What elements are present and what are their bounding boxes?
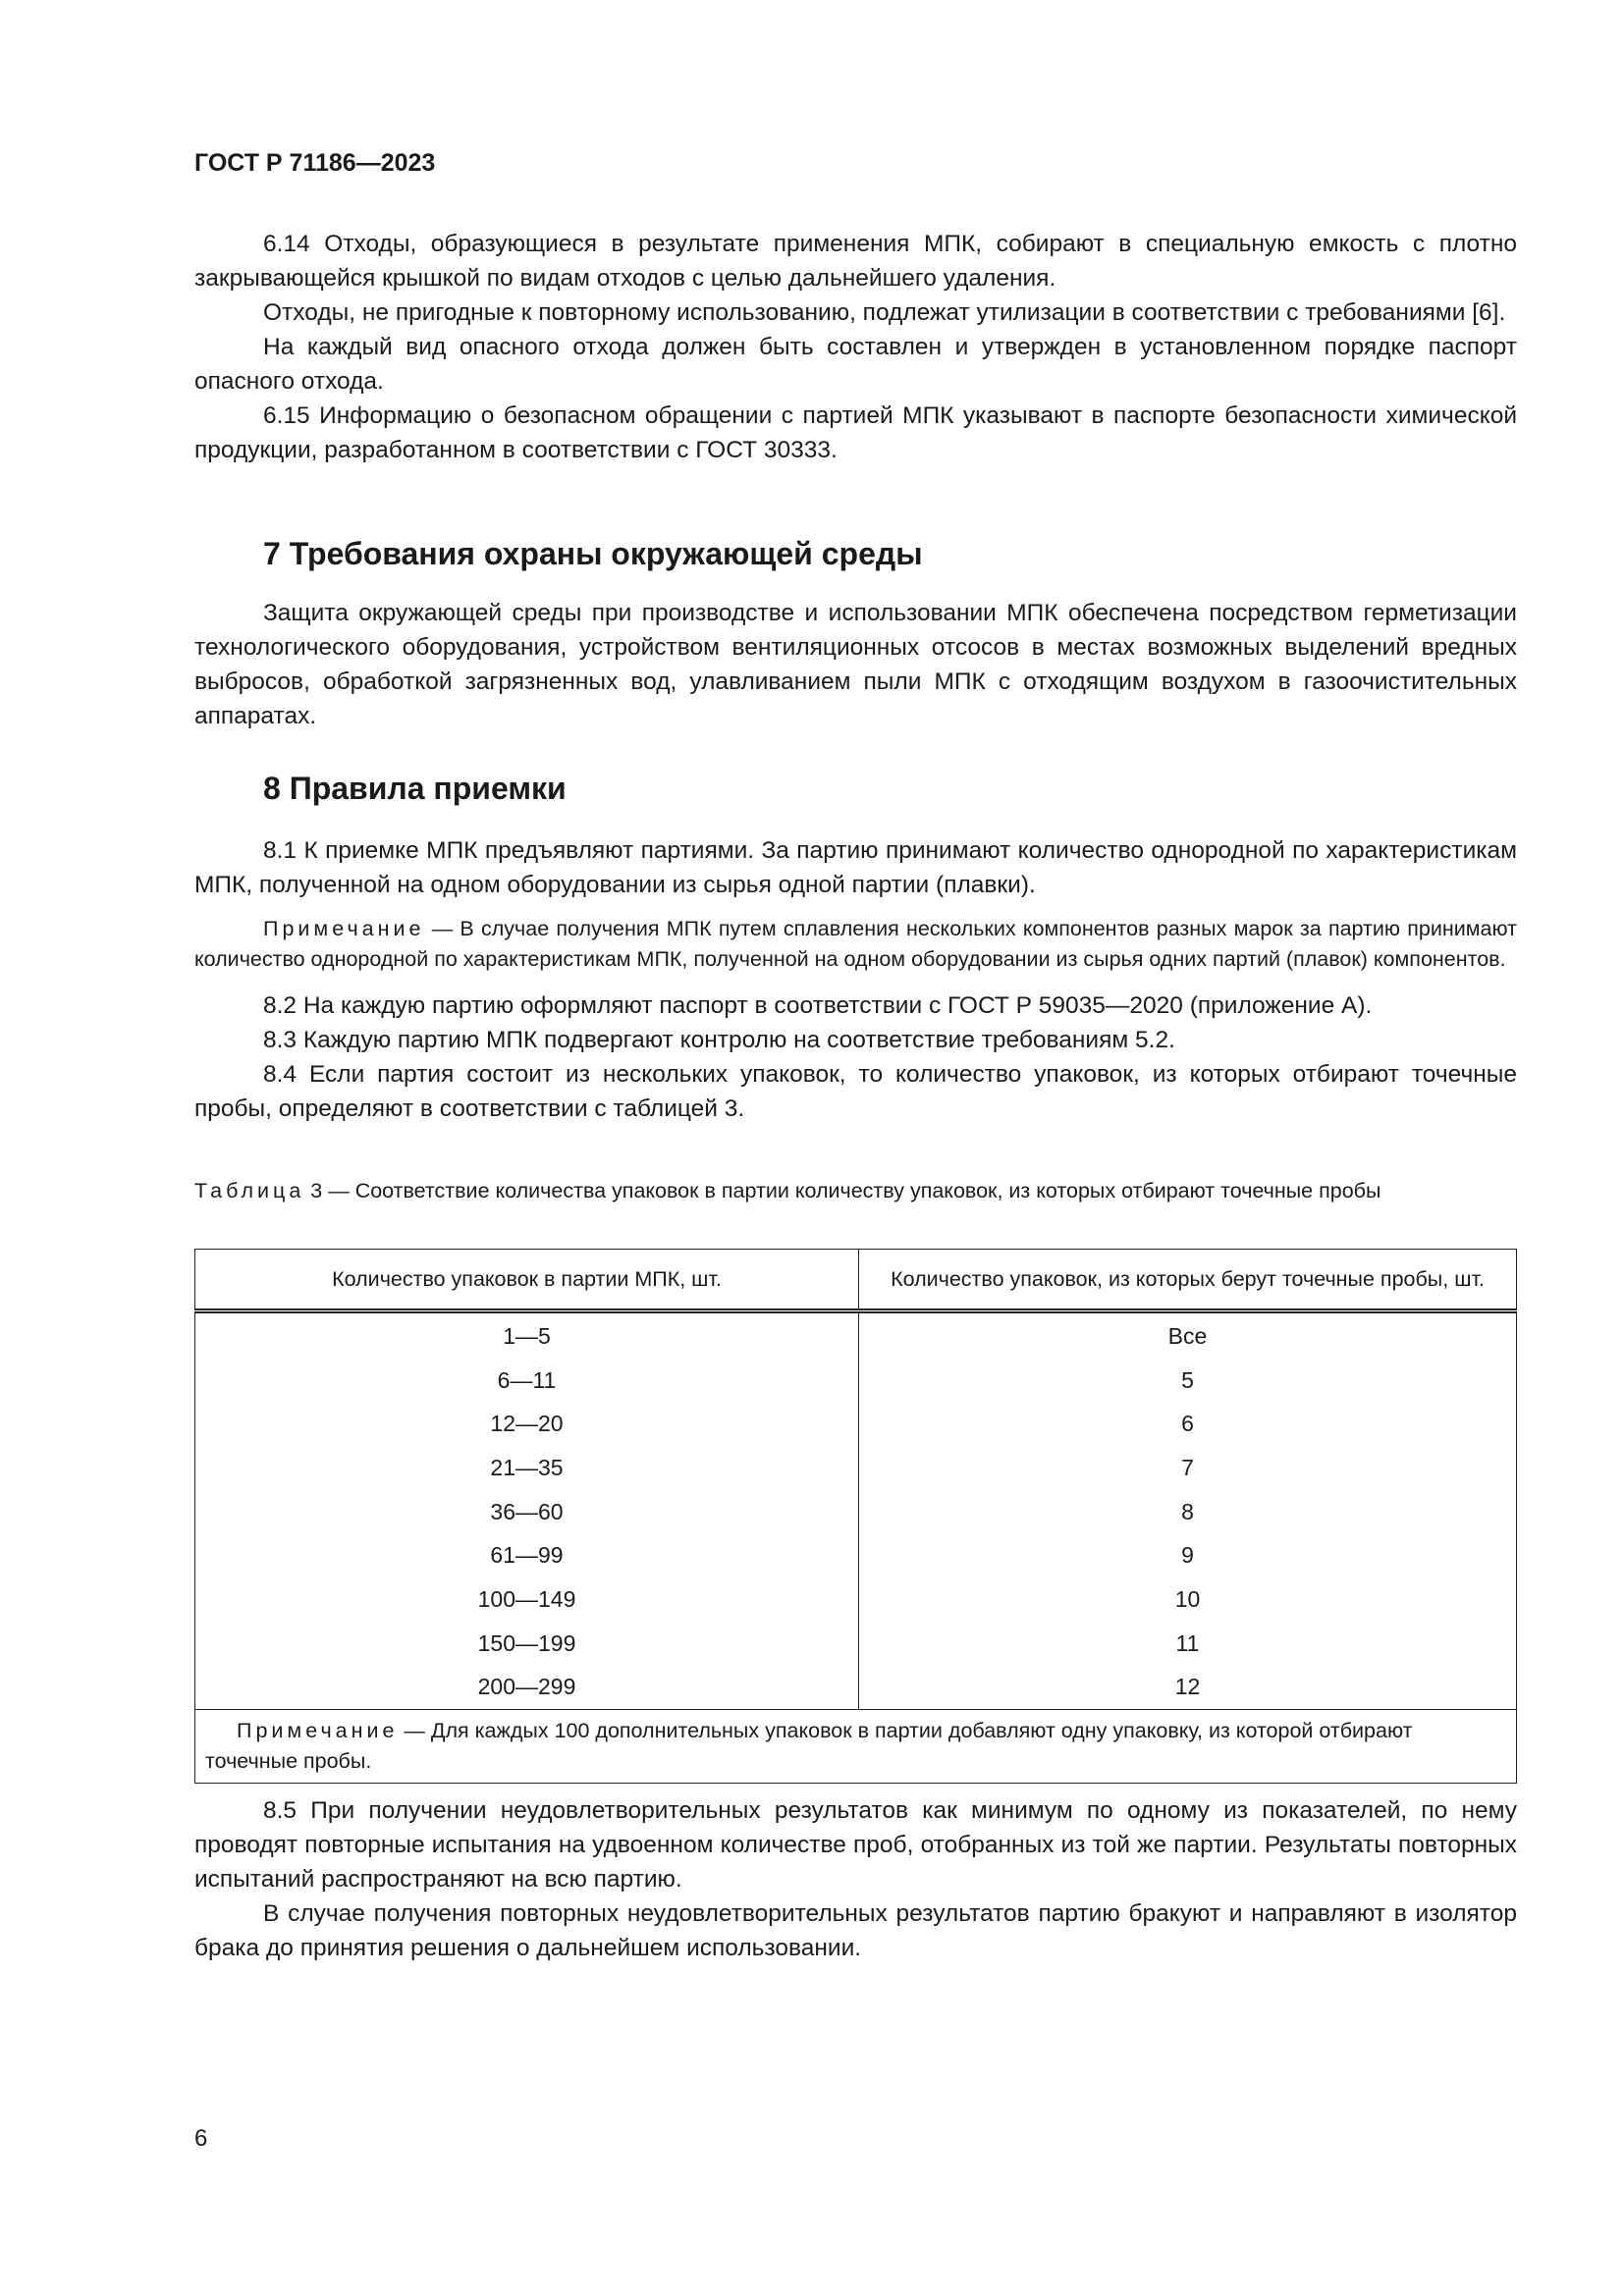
note-text: — В случае получения МПК путем сплавления нескольких компонентов разных марок за партию принимают количество однородной по характеристикам МПК, полученной на одном оборудовании из сырья одних партий (плавок) компонентов.: [194, 917, 1517, 971]
paragraph: 6.14 Отходы, образующиеся в результате применения МПК, собирают в специальную емкость с плотно закрывающейся крышкой по видам отходов с целью дальнейшего удаления.: [194, 231, 1517, 292]
table-row: [195, 1311, 1517, 1359]
document-header: ГОСТ Р 71186—2023: [194, 149, 436, 177]
table-cell: 150—199: [195, 1622, 859, 1666]
table-cell: 6—11: [195, 1359, 859, 1403]
note: [194, 914, 1517, 975]
table-caption-label: Таблица: [194, 1179, 305, 1202]
table-row: [195, 1622, 1517, 1666]
page-number: 6: [194, 2125, 208, 2152]
paragraph: На каждый вид опасного отхода должен быть составлен и утвержден в установленном порядке паспорт опасного отхода.: [194, 334, 1517, 395]
table-cell: 1—5: [195, 1311, 859, 1359]
section-6-continued: [194, 227, 1517, 467]
table-3: [194, 1249, 1517, 1784]
column-header: Количество упаковок, из которых берут точечные пробы, шт.: [859, 1250, 1517, 1311]
table-note-text: — Для каждых 100 дополнительных упаковок в партии добавляют одну упаковку, из которой отбирают точечные пробы.: [205, 1719, 1413, 1774]
paragraph-8-5: 8.5 При получении неудовлетворительных результатов как минимум по одному из показателей, по нему проводят повторные испытания на удвоенном количестве проб, отобранных из той же партии. Результаты повторных испытаний распространяют на всю партию.: [194, 1797, 1517, 1893]
paragraph: 6.15 Информацию о безопасном обращении с партией МПК указывают в паспорте безопасности химической продукции, разработанном в соответствии с ГОСТ 30333.: [194, 402, 1517, 463]
table-caption-text: 3 — Соответствие количества упаковок в партии количеству упаковок, из которых отбирают точечные пробы: [304, 1179, 1381, 1202]
column-header: Количество упаковок в партии МПК, шт.: [195, 1250, 859, 1311]
table-cell: 36—60: [195, 1490, 859, 1534]
table-row: [195, 1666, 1517, 1710]
section-7-body: [194, 596, 1517, 733]
paragraph: В случае получения повторных неудовлетворительных результатов партию бракуют и направляют в изолятор брака до принятия решения о дальнейшем использовании.: [194, 1900, 1517, 1961]
table-cell: 5: [859, 1359, 1517, 1403]
table-note-label: Примечание: [237, 1719, 399, 1743]
table-cell: 11: [859, 1622, 1517, 1666]
table-row: [195, 1490, 1517, 1534]
table-row: [195, 1533, 1517, 1577]
table-cell: Все: [859, 1311, 1517, 1359]
table-row: [195, 1402, 1517, 1446]
section-8-continued: [194, 1793, 1517, 1965]
table-cell: 12—20: [195, 1402, 859, 1446]
table-cell: 100—149: [195, 1577, 859, 1622]
table-cell: 9: [859, 1533, 1517, 1577]
section-8-body: [194, 833, 1517, 1126]
paragraph-8-3: 8.3 Каждую партию МПК подвергают контролю на соответствие требованиям 5.2.: [263, 1027, 1175, 1053]
paragraph: Отходы, не пригодные к повторному использованию, подлежат утилизации в соответствии с требованиями [6].: [263, 299, 1506, 326]
table-cell: 10: [859, 1577, 1517, 1622]
table-row: [195, 1359, 1517, 1403]
paragraph: Защита окружающей среды при производстве и использовании МПК обеспечена посредством герметизации технологического оборудования, устройством вентиляционных отсосов в местах возможных выделений вредных выбросов, обработкой загрязненных вод, улавливанием пыли МПК с отходящим воздухом в газоочистительных аппаратах.: [194, 600, 1517, 729]
table-cell: 8: [859, 1490, 1517, 1534]
paragraph-8-1: 8.1 К приемке МПК предъявляют партиями. За партию принимают количество однородной по характеристикам МПК, полученной на одном оборудовании из сырья одной партии (плавки).: [194, 837, 1517, 898]
paragraph-8-2: 8.2 На каждую партию оформляют паспорт в соответствии с ГОСТ Р 59035—2020 (приложение А).: [263, 992, 1373, 1019]
note-label: Примечание: [263, 917, 425, 940]
section-8-heading: 8 Правила приемки: [263, 771, 567, 806]
table-cell: 7: [859, 1446, 1517, 1490]
section-7-heading: 7 Требования охраны окружающей среды: [263, 536, 923, 571]
table-cell: 61—99: [195, 1533, 859, 1577]
table-cell: 6: [859, 1402, 1517, 1446]
paragraph-8-4: 8.4 Если партия состоит из нескольких упаковок, то количество упаковок, из которых отбирают точечные пробы, определяют в соответствии с таблицей 3.: [194, 1061, 1517, 1122]
table-note: [195, 1710, 1517, 1784]
table-row: [195, 1577, 1517, 1622]
table-row: [195, 1446, 1517, 1490]
table-cell: 12: [859, 1666, 1517, 1710]
table-cell: 21—35: [195, 1446, 859, 1490]
table-caption: [194, 1176, 1517, 1206]
table-cell: 200—299: [195, 1666, 859, 1710]
